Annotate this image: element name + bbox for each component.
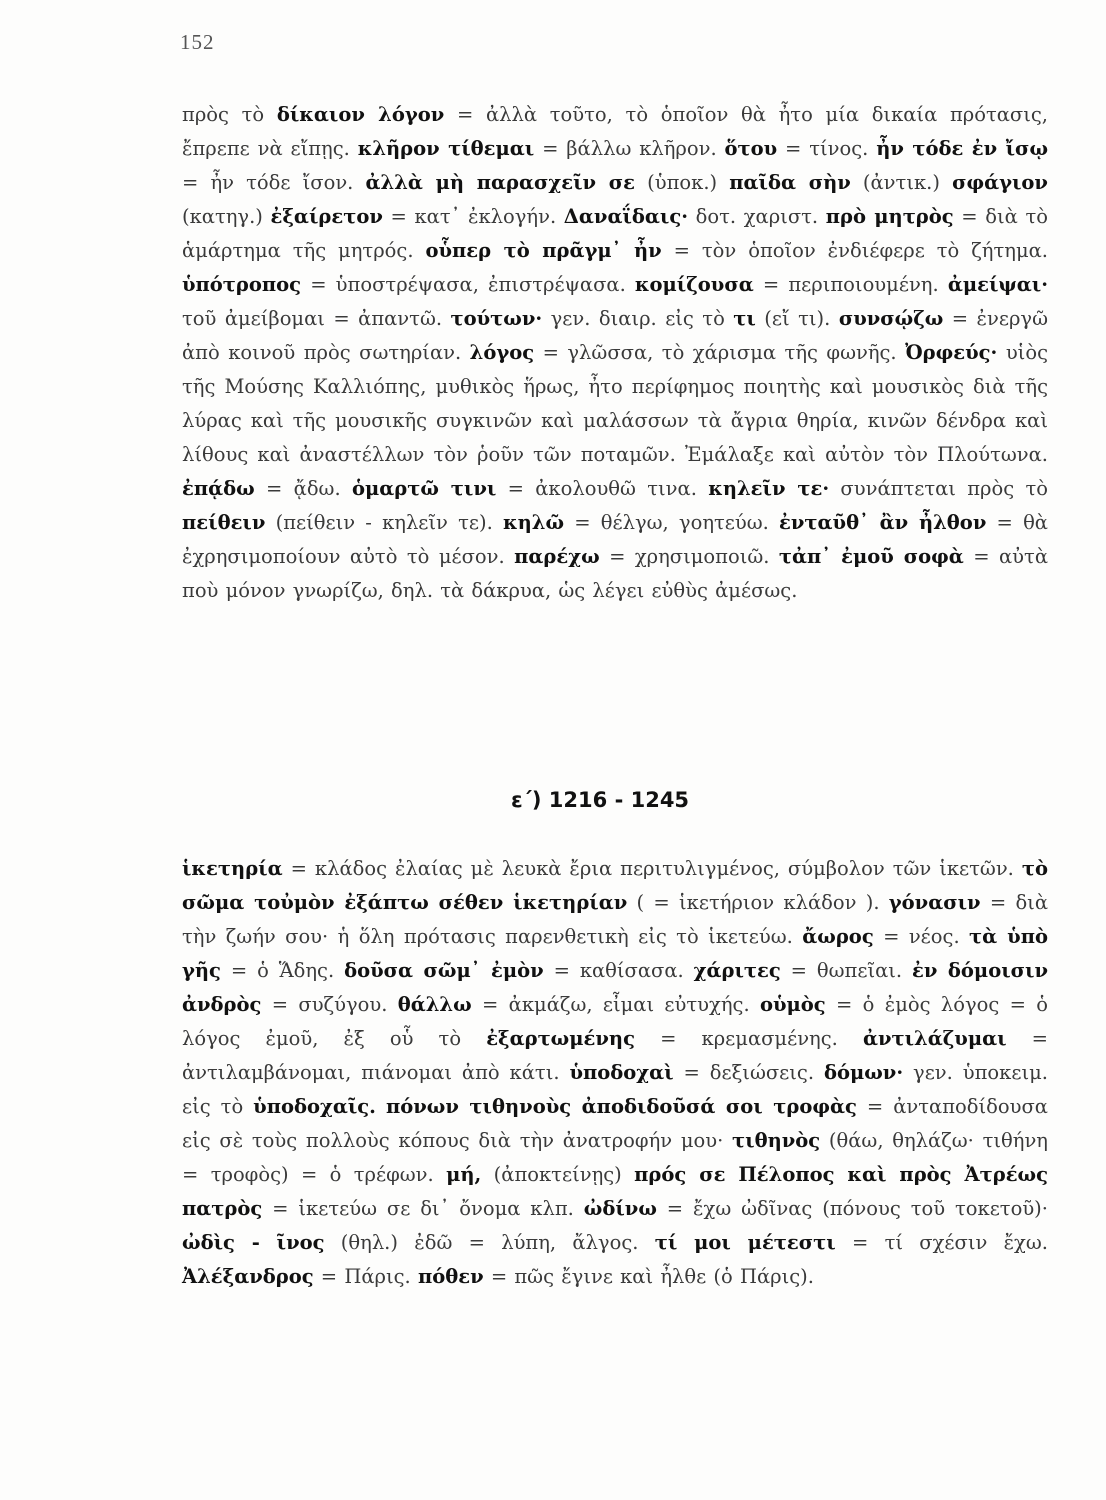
- gloss-text: = ὁ Ἅδης.: [220, 959, 345, 982]
- headword: χάριτες: [693, 959, 781, 982]
- headword: κομίζουσα: [634, 273, 754, 296]
- commentary-paragraph-1: [182, 98, 1048, 608]
- headword: ἦν τόδε ἐν ἴσῳ: [876, 137, 1049, 160]
- gloss-text: = δεξιώσεις.: [673, 1061, 824, 1084]
- headword: συνσῴζω: [838, 307, 944, 330]
- gloss-text: (ἀντικ.): [850, 171, 953, 194]
- headword: τἀπ᾽ ἐμοῦ σοφὰ: [778, 545, 964, 568]
- gloss-text: (πείθειν - κηλεῖν τε).: [265, 511, 503, 534]
- gloss-text: = χρησιμοποιῶ.: [599, 545, 779, 568]
- gloss-text: γεν. διαιρ. εἰς τὸ: [542, 307, 734, 330]
- gloss-text: = ὁ ἐμὸς λόγος = ὁ λόγος ἐμοῦ, ἐξ οὗ τὸ: [182, 993, 1048, 1050]
- gloss-text: γεν. ὑποκειμ. εἰς τὸ: [182, 1061, 1048, 1118]
- gloss-text: [376, 1095, 386, 1118]
- headword: παῖδα σὴν: [729, 171, 851, 194]
- gloss-text: (κατηγ.): [182, 205, 271, 228]
- page-number: 152: [180, 30, 215, 54]
- gloss-text: = ἀλλὰ τοῦτο, τὸ ὁποῖον θὰ ἦτο μία δικαία πρότασις, ἔπρεπε νὰ εἴπῃς.: [182, 103, 1048, 160]
- headword: τὸ σῶμα τοὐμὸν ἐξάπτω σέθεν ἱκετηρίαν: [182, 857, 1048, 914]
- headword: ὁμαρτῶ τινι: [351, 477, 497, 500]
- headword: τιθηνὸς: [732, 1129, 821, 1152]
- headword: κλῆρον τίθεμαι: [357, 137, 535, 160]
- headword: ὑποδοχαὶ: [569, 1061, 674, 1084]
- gloss-text: = συζύγου.: [261, 993, 398, 1016]
- headword: ἀμείψαι·: [947, 273, 1048, 296]
- gloss-text: = ἀντιλαμβάνομαι, πιάνομαι ἀπὸ κάτι.: [182, 1027, 1048, 1084]
- gloss-text: = ᾄδω.: [254, 477, 352, 500]
- headword: ὠδὶς - ῖνος: [182, 1231, 325, 1254]
- headword: ἐνταῦθ᾽ ἂν ἦλθον: [779, 511, 987, 534]
- gloss-text: δοτ. χαριστ.: [688, 205, 826, 228]
- gloss-text: = διὰ τὸ ἁμάρτημα τῆς μητρός.: [182, 205, 1048, 262]
- gloss-text: = ἀκολουθῶ τινα.: [496, 477, 709, 500]
- headword: οὑμὸς: [759, 993, 826, 1016]
- headword: τι: [733, 307, 756, 330]
- headword: ὠδίνω: [583, 1197, 657, 1220]
- headword: μή,: [446, 1163, 482, 1186]
- gloss-text: = ἐνεργῶ ἀπὸ κοινοῦ πρὸς σωτηρίαν.: [182, 307, 1048, 364]
- headword: ἐν δόμοισιν ἀνδρὸς: [182, 959, 1048, 1016]
- headword: ἐπᾴδω: [182, 477, 255, 500]
- headword: πρὸ μητρὸς: [825, 205, 954, 228]
- headword: κηλεῖν τε·: [708, 477, 830, 500]
- headword: πόνων τιθηνοὺς ἀποδιδοῦσά σοι τροφὰς: [385, 1095, 857, 1118]
- gloss-text: = κατ᾽ ἐκλογήν.: [382, 205, 564, 228]
- gloss-text: = θωπεῖαι.: [780, 959, 913, 982]
- gloss-text: = τίνος.: [777, 137, 877, 160]
- gloss-text: = καθίσασα.: [543, 959, 694, 982]
- headword: ἀντιλάζυμαι: [862, 1027, 1007, 1050]
- headword: δόμων·: [823, 1061, 904, 1084]
- gloss-text: = τὸν ὁποῖον ἐνδιέφερε τὸ ζήτημα.: [661, 239, 1048, 262]
- headword: κηλῶ: [503, 511, 565, 534]
- headword: τούτων·: [450, 307, 543, 330]
- gloss-text: (θάω, θηλάζω· τιθήνη = τροφὸς) = ὁ τρέφων.: [182, 1129, 1048, 1186]
- headword: λόγος: [469, 341, 535, 364]
- headword: ἄωρος: [802, 925, 874, 948]
- headword: ὑπότροπος: [182, 273, 302, 296]
- gloss-text: = περιποιουμένη.: [753, 273, 948, 296]
- gloss-text: πρὸς τὸ: [182, 103, 277, 126]
- section-heading: ε΄) 1216 - 1245: [510, 788, 690, 812]
- headword: δοῦσα σῶμ᾽ ἐμὸν: [344, 959, 544, 982]
- headword: πόθεν: [417, 1265, 484, 1288]
- gloss-text: = θὰ ἐχρησιμοποίουν αὐτὸ τὸ μέσον.: [182, 511, 1048, 568]
- headword: ὅτου: [724, 137, 778, 160]
- gloss-text: = γλῶσσα, τὸ χάρισμα τῆς φωνῆς.: [534, 341, 906, 364]
- gloss-text: = τί σχέσιν ἔχω.: [835, 1231, 1048, 1254]
- gloss-text: (εἴ τι).: [755, 307, 839, 330]
- headword: ἐξαρτωμένης: [486, 1027, 635, 1050]
- headword: δίκαιον λόγον: [276, 103, 445, 126]
- gloss-text: υἱὸς τῆς Μούσης Καλλιόπης, μυθικὸς ἥρως, ἦτο περίφημος ποιητὴς καὶ μουσικὸς διὰ τῆς λύρας καὶ τῆς μουσικῆς συγκινῶν καὶ μαλάσσων τὰ ἄγρια θηρία, κινῶν δένδρα καὶ λίθους καὶ ἀναστέλλων τὸν ῥοῦν τῶν ποταμῶν. Ἐμάλαξε καὶ αὐτὸν τὸν Πλούτωνα.: [182, 341, 1048, 466]
- commentary-paragraph-2: [182, 852, 1048, 1294]
- gloss-text: (ἀποκτείνῃς): [481, 1163, 635, 1186]
- headword: γόνασιν: [888, 891, 981, 914]
- headword: πρός σε Πέλοπος καὶ πρὸς Ἀτρέως πατρὸς: [182, 1163, 1048, 1220]
- gloss-text: (ὑποκ.): [634, 171, 730, 194]
- gloss-text: = Πάρις.: [313, 1265, 418, 1288]
- gloss-text: = νέος.: [873, 925, 970, 948]
- headword: τὰ ὑπὸ γῆς: [182, 925, 1048, 982]
- gloss-text: = βάλλω κλῆρον.: [534, 137, 725, 160]
- headword: Ὀρφεύς·: [905, 341, 998, 364]
- headword: τί μοι μέτεστι: [654, 1231, 836, 1254]
- gloss-text: = ὑποστρέψασα, ἐπιστρέψασα.: [301, 273, 635, 296]
- gloss-text: ( = ἱκετήριον κλάδον ).: [627, 891, 889, 914]
- headword: Δαναΐδαις·: [563, 205, 688, 228]
- gloss-text: = κλάδος ἐλαίας μὲ λευκὰ ἔρια περιτυλιγμένος, σύμβολον τῶν ἱκετῶν.: [282, 857, 1022, 880]
- gloss-text: τοῦ ἀμείβομαι = ἀπαντῶ.: [182, 307, 451, 330]
- gloss-text: = ἦν τόδε ἴσον.: [182, 171, 366, 194]
- gloss-text: = ἀκμάζω, εἶμαι εὐτυχής.: [471, 993, 760, 1016]
- gloss-text: = ἔχω ὠδῖνας (πόνους τοῦ τοκετοῦ)·: [656, 1197, 1048, 1220]
- headword: πείθειν: [182, 511, 266, 534]
- headword: ὑποδοχαῖς.: [253, 1095, 376, 1118]
- headword: ἱκετηρία: [182, 857, 283, 880]
- headword: Ἀλέξανδρος: [182, 1265, 314, 1288]
- headword: σφάγιον: [952, 171, 1048, 194]
- headword: ἀλλὰ μὴ παρασχεῖν σε: [365, 171, 635, 194]
- gloss-text: = θέλγω, γοητεύω.: [564, 511, 780, 534]
- gloss-text: = κρεμασμένης.: [634, 1027, 863, 1050]
- gloss-text: = αὐτὰ ποὺ μόνον γνωρίζω, δηλ. τὰ δάκρυα, ὡς λέγει εὐθὺς ἀμέσως.: [182, 545, 1048, 602]
- gloss-text: = διὰ τὴν ζωήν σου· ἡ ὅλη πρότασις παρενθετικὴ εἰς τὸ ἱκετεύω.: [182, 891, 1048, 948]
- headword: θάλλω: [397, 993, 472, 1016]
- headword: ἐξαίρετον: [270, 205, 383, 228]
- gloss-text: = ἀνταποδίδουσα εἰς σὲ τοὺς πολλοὺς κόπους διὰ τὴν ἀνατροφήν μου·: [182, 1095, 1048, 1152]
- gloss-text: (θηλ.) ἐδῶ = λύπη, ἄλγος.: [324, 1231, 655, 1254]
- gloss-text: = πῶς ἔγινε καὶ ἦλθε (ὁ Πάρις).: [483, 1265, 814, 1288]
- headword: παρέχω: [514, 545, 600, 568]
- headword: οὗπερ τὸ πρᾶγμ᾽ ἦν: [425, 239, 662, 262]
- gloss-text: συνάπτεται πρὸς τὸ: [829, 477, 1048, 500]
- gloss-text: = ἱκετεύω σε δι᾽ ὄνομα κλπ.: [262, 1197, 584, 1220]
